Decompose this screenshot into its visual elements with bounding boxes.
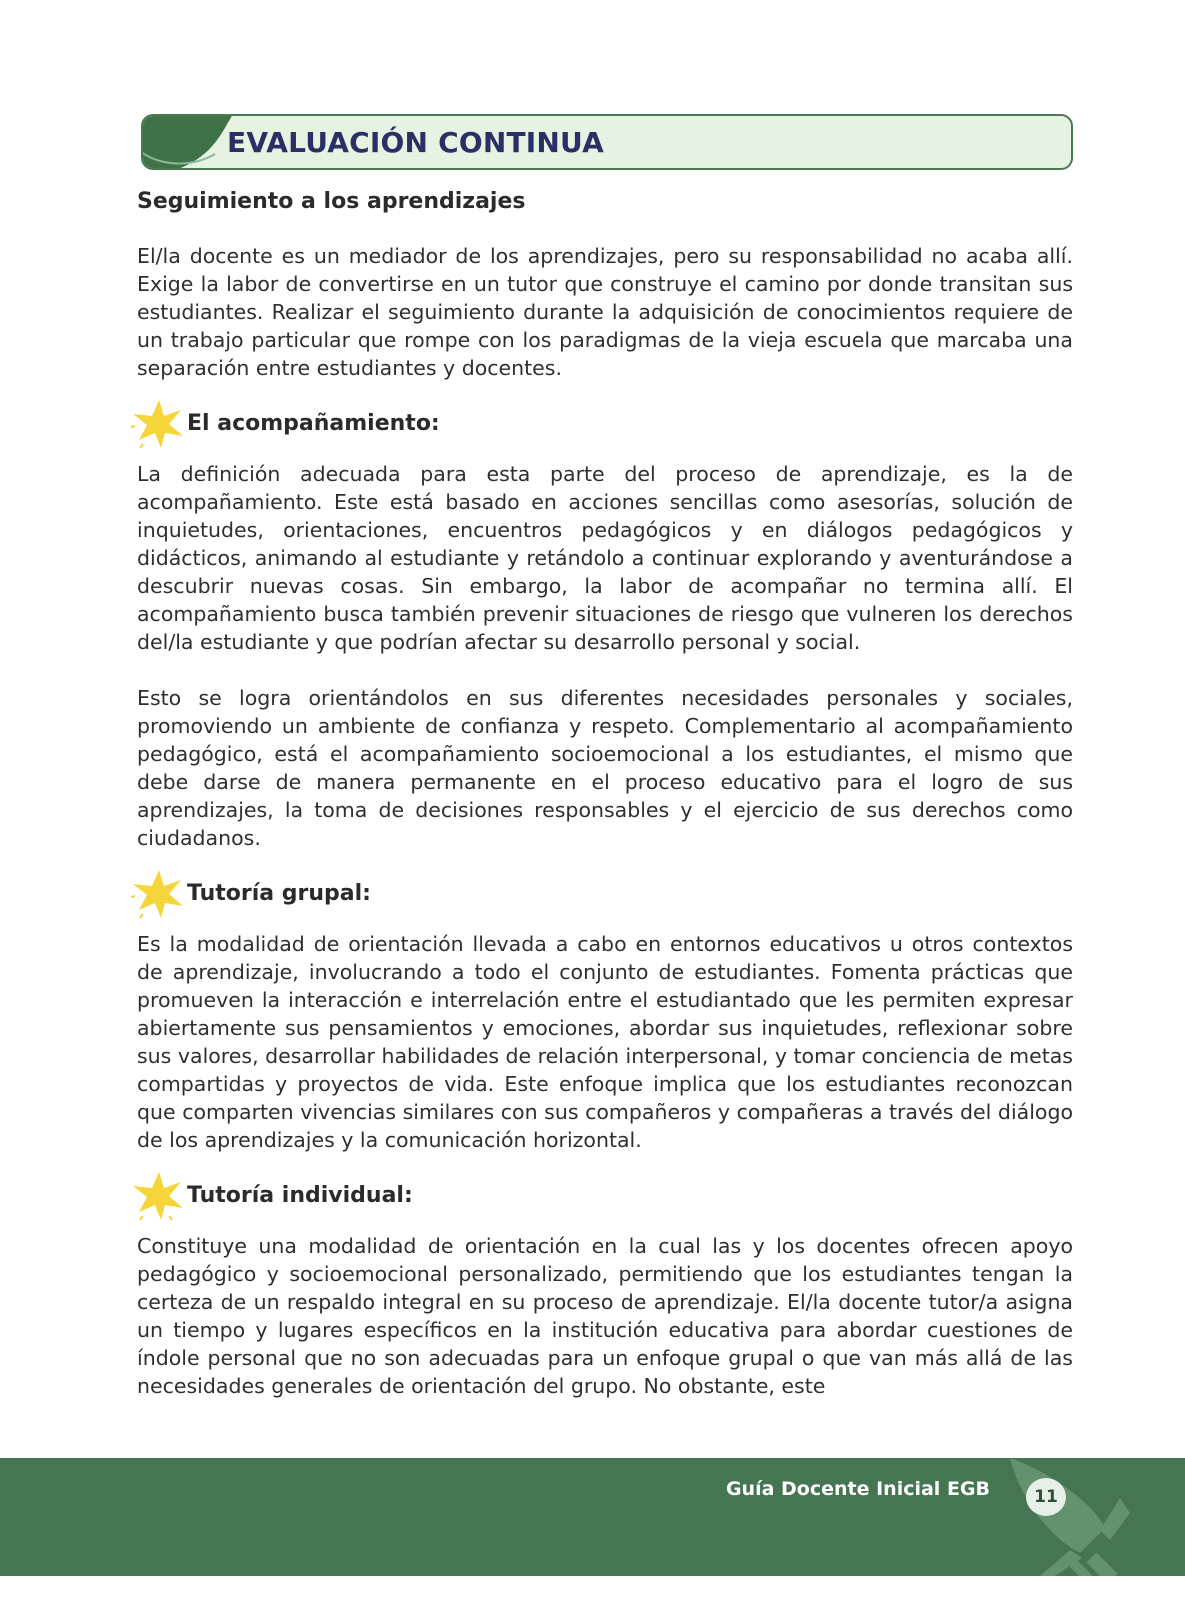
subheading: Seguimiento a los aprendizajes — [137, 189, 526, 214]
section-paragraph: Constituye una modalidad de orientación en la cual las y los docentes ofrecen apoyo pedagógico y socioemocional personalizado, permitiendo que los estudiantes tengan la certeza de un respaldo integral en su proceso de aprendizaje. El/la docente tutor/a asigna un tiempo y lugares específicos en la institución educativa para abordar cuestiones de índole personal que no son adecuadas para un enfoque grupal o que van más allá de las necesidades generales de orientación del grupo. No obstante, este — [137, 1234, 1073, 1398]
section-paragraph: La definición adecuada para esta parte del proceso de aprendizaje, es la de acompañamiento. Este está basado en acciones sencillas como asesorías, solución de inquietudes, orientaciones, encuentros pedagógicos y en diálogos pedagógicos y didácticos, animando al estudiante y retándolo a continuar explorando y aventurándose a descubrir nuevas cosas. Sin embargo, la labor de acompañar no termina allí. El acompañamiento busca también prevenir situaciones de riesgo que vulneren los derechos del/la estudiante y que podrían afectar su desarrollo personal y social. — [137, 462, 1073, 654]
footer — [0, 1458, 1185, 1576]
page-number: 11 — [1026, 1478, 1066, 1516]
main-content — [137, 184, 1073, 1400]
leaf-icon — [141, 114, 241, 170]
section-header-tutoria-individual — [137, 1172, 1073, 1222]
section-paragraph: Esto se logra orientándolos en sus diferentes necesidades personales y sociales, promoviendo un ambiente de confianza y respeto. Complementario al acompañamiento pedagógico, está el acompañamiento socioemocional a los estudiantes, el mismo que debe darse de manera permanente en el proceso educativo para el logro de sus aprendizajes, la toma de decisiones responsables y el ejercicio de sus derechos como ciudadanos. — [137, 686, 1073, 850]
star-icon — [131, 396, 187, 450]
rocket-icon — [1000, 1458, 1185, 1576]
section-paragraph: Es la modalidad de orientación llevada a cabo en entornos educativos u otros contextos de aprendizaje, involucrando a todo el conjunto de estudiantes. Fomenta prácticas que promueven la interacción e interrelación entre el estudiantado que les permiten expresar abiertamente sus pensamientos y emociones, abordar sus inquietudes, reflexionar sobre sus valores, desarrollar habilidades de relación interpersonal, y tomar conciencia de metas compartidas y proyectos de vida. Este enfoque implica que los estudiantes reconozcan que comparten vivencias similares con sus compañeros y compañeras a través del diálogo de los aprendizajes y la comunicación horizontal. — [137, 932, 1073, 1152]
intro-paragraph: El/la docente es un mediador de los aprendizajes, pero su responsabilidad no acaba allí. Exige la labor de convertirse en un tutor que construye el camino por donde transitan sus estudiantes. Realizar el seguimiento durante la adquisición de conocimientos requiere de un trabajo particular que rompe con los paradigmas de la vieja escuela que marcaba una separación entre estudiantes y docentes. — [137, 244, 1073, 380]
section-banner — [141, 114, 1073, 170]
book-title: Guía Docente Inicial EGB — [725, 1478, 990, 1500]
section-header-tutoria-grupal — [137, 870, 1073, 920]
section-header-acompanamiento — [137, 400, 1073, 450]
section-title: El acompañamiento: — [187, 411, 440, 436]
page-title: EVALUACIÓN CONTINUA — [227, 126, 604, 159]
section-title: Tutoría individual: — [187, 1183, 413, 1208]
star-icon — [131, 866, 187, 920]
star-icon — [131, 1168, 187, 1222]
section-title: Tutoría grupal: — [187, 881, 371, 906]
